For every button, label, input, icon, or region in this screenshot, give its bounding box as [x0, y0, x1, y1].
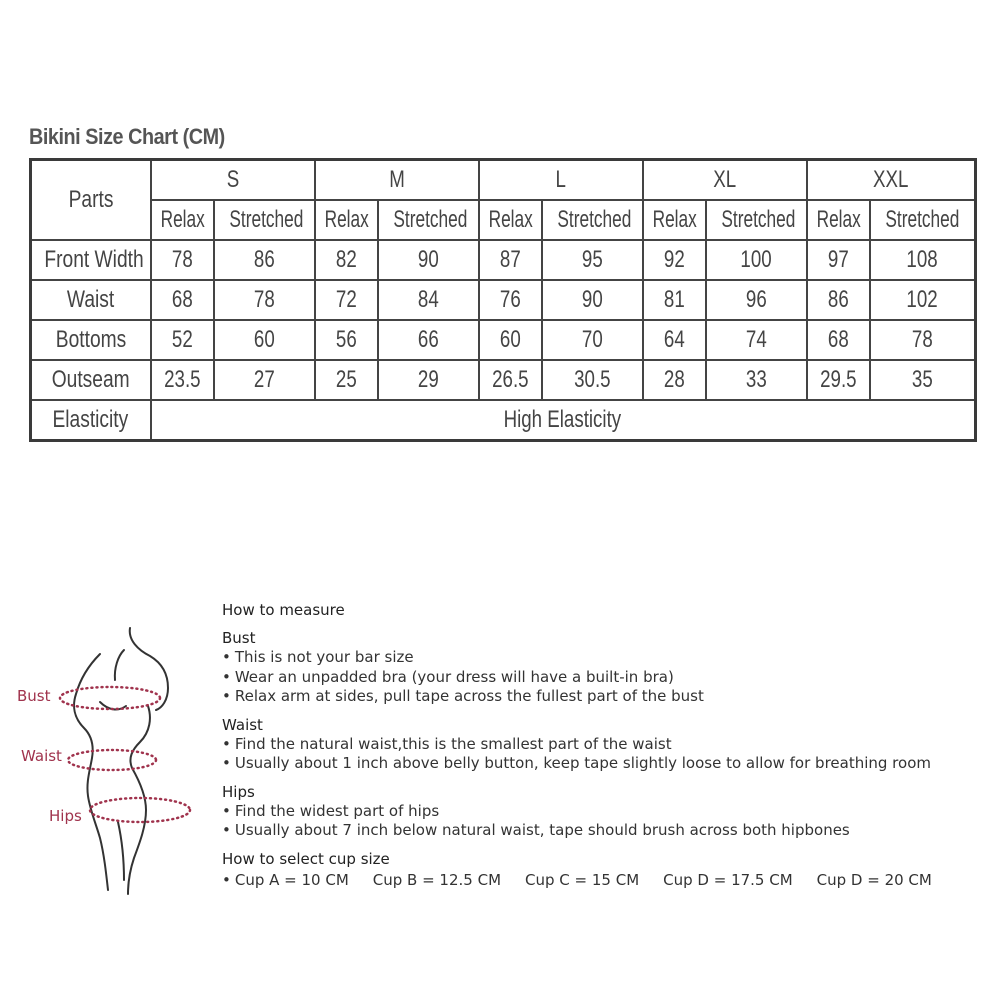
value-cell: 74 [706, 320, 807, 360]
value-cell: 60 [214, 320, 315, 360]
cup-item: • Cup A = 10 CM [222, 869, 349, 891]
value-cell: 29.5 [807, 360, 870, 400]
value-cell: 35 [870, 360, 976, 400]
value-cell: 70 [542, 320, 643, 360]
value-cell: 81 [643, 280, 706, 320]
value-cell: 28 [643, 360, 706, 400]
size-header-xl: XL [643, 160, 807, 201]
value-cell: 102 [870, 280, 976, 320]
size-header-row [31, 160, 976, 201]
value-cell: 23.5 [151, 360, 214, 400]
value-cell: 72 [315, 280, 378, 320]
row-front-width [31, 240, 976, 280]
measure-guide [222, 600, 992, 891]
row-bottoms [31, 320, 976, 360]
value-cell: 29 [378, 360, 479, 400]
guide-title: How to measure [222, 601, 345, 619]
subheader-relax: Relax [479, 200, 542, 240]
value-cell: 60 [479, 320, 542, 360]
value-cell: 56 [315, 320, 378, 360]
value-cell: 33 [706, 360, 807, 400]
value-cell: 86 [807, 280, 870, 320]
value-cell: 27 [214, 360, 315, 400]
subheader-relax: Relax [643, 200, 706, 240]
subheader-stretched: Stretched [870, 200, 976, 240]
value-cell: 78 [214, 280, 315, 320]
waist-label: Waist [21, 747, 62, 765]
cup-item: Cup D = 17.5 CM [663, 870, 793, 889]
subheader-stretched: Stretched [542, 200, 643, 240]
size-header-m: M [315, 160, 479, 201]
row-label: Bottoms [31, 320, 151, 360]
value-cell: 78 [151, 240, 214, 280]
waist-item: • Find the natural waist,this is the smallest part of the waist [222, 735, 992, 755]
value-cell: 30.5 [542, 360, 643, 400]
value-cell: 108 [870, 240, 976, 280]
row-elasticity [31, 400, 976, 441]
row-label: Outseam [31, 360, 151, 400]
hips-heading: Hips [222, 782, 255, 801]
value-cell: 84 [378, 280, 479, 320]
row-label: Elasticity [31, 400, 151, 441]
subheader-stretched: Stretched [706, 200, 807, 240]
value-cell: 97 [807, 240, 870, 280]
value-cell: 26.5 [479, 360, 542, 400]
value-cell: 78 [870, 320, 976, 360]
size-header-s: S [151, 160, 315, 201]
hips-item: • Find the widest part of hips [222, 802, 992, 822]
cup-item: Cup B = 12.5 CM [372, 870, 502, 889]
value-cell: 64 [643, 320, 706, 360]
waist-heading: Waist [222, 715, 263, 734]
value-cell: 87 [479, 240, 542, 280]
value-cell: 76 [479, 280, 542, 320]
value-cell: 25 [315, 360, 378, 400]
subheader-relax: Relax [151, 200, 214, 240]
bust-label: Bust [17, 687, 51, 705]
value-cell: 90 [542, 280, 643, 320]
bust-heading: Bust [222, 629, 256, 647]
row-outseam [31, 360, 976, 400]
value-cell: 95 [542, 240, 643, 280]
subheader-stretched: Stretched [378, 200, 479, 240]
value-cell: 68 [151, 280, 214, 320]
size-header-l: L [479, 160, 643, 201]
size-header-xxl: XXL [807, 160, 976, 201]
cup-heading: How to select cup size [222, 849, 390, 868]
bust-item: • This is not your bar size [222, 648, 992, 668]
cup-item: Cup C = 15 CM [525, 870, 640, 889]
body-figure [0, 610, 215, 910]
size-chart-table [29, 158, 977, 442]
value-cell: 90 [378, 240, 479, 280]
waist-item: • Usually about 1 inch above belly button, keep tape slightly loose to allow for breathing room [222, 754, 992, 774]
value-cell: 86 [214, 240, 315, 280]
value-cell: 92 [643, 240, 706, 280]
subheader-stretched: Stretched [214, 200, 315, 240]
bust-item: • Relax arm at sides, pull tape across the fullest part of the bust [222, 687, 992, 707]
row-label: Front Width [31, 240, 151, 280]
cup-item: Cup D = 20 CM [816, 870, 932, 889]
value-cell: 68 [807, 320, 870, 360]
bust-item: • Wear an unpadded bra (your dress will have a built-in bra) [222, 668, 992, 688]
value-cell: 52 [151, 320, 214, 360]
value-cell: 82 [315, 240, 378, 280]
value-cell: 96 [706, 280, 807, 320]
cup-size-list [222, 869, 992, 891]
value-cell: 66 [378, 320, 479, 360]
hips-label: Hips [49, 807, 82, 825]
value-cell: 100 [706, 240, 807, 280]
parts-header-cell: Parts [31, 160, 151, 241]
row-label: Waist [31, 280, 151, 320]
subheader-relax: Relax [807, 200, 870, 240]
chart-title: Bikini Size Chart (CM) [29, 124, 225, 149]
elasticity-value: High Elasticity [151, 400, 976, 441]
row-waist [31, 280, 976, 320]
subheader-row [31, 200, 976, 240]
subheader-relax: Relax [315, 200, 378, 240]
hips-item: • Usually about 7 inch below natural waist, tape should brush across both hipbones [222, 821, 992, 841]
